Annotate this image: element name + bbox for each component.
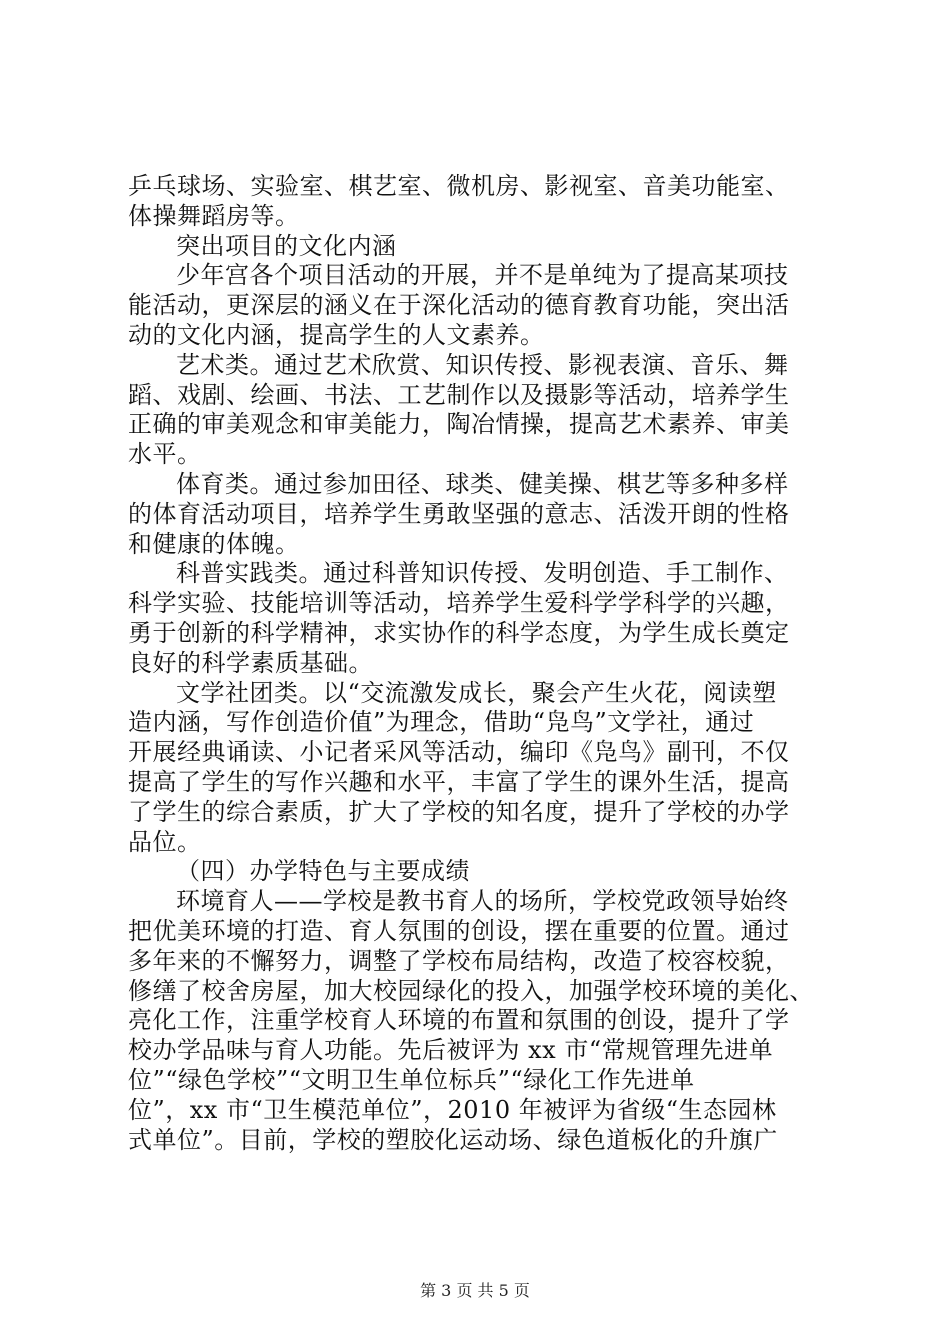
text-line: 的体育活动项目，培养学生勇敢坚强的意志、活泼开朗的性格 [128,499,790,528]
text-line: 乒乓球场、实验室、棋艺室、微机房、影视室、音美功能室、 [128,172,790,200]
text-line: 能活动，更深层的涵义在于深化活动的德育教育功能，突出活 [128,291,790,320]
document-body [128,172,840,1155]
text-line: 位”“绿色学校”“文明卫生单位标兵”“绿化工作先进单 [128,1065,695,1094]
text-line: 水平。 [128,440,202,469]
text-line: 把优美环境的打造、育人氛围的创设，摆在重要的位置。通过 [128,916,790,945]
text-line: 蹈、戏剧、绘画、书法、工艺制作以及摄影等活动，培养学生 [128,380,790,409]
text-line: 校办学品味与育人功能。先后被评为 xx 市“常规管理先进单 [128,1036,774,1065]
page-footer: 第 3 页 共 5 页 [420,1281,530,1300]
text-line: 和健康的体魄。 [128,529,300,558]
text-line: 科学实验、技能培训等活动，培养学生爱科学学科学的兴趣， [128,589,790,618]
text-line: 环境育人——学校是教书育人的场所，学校党政领导始终 [176,887,789,916]
text-line: 体育类。通过参加田径、球类、健美操、棋艺等多种多样 [176,469,789,498]
text-line: 勇于创新的科学精神，求实协作的科学态度，为学生成长奠定 [128,618,790,647]
text-line: 式单位”。目前，学校的塑胶化运动场、绿色道板化的升旗广 [128,1125,778,1154]
text-line: 艺术类。通过艺术欣赏、知识传授、影视表演、音乐、舞 [176,350,789,379]
text-line: 文学社团类。以“交流激发成长，聚会产生火花，阅读塑 [176,678,777,707]
text-line: 正确的审美观念和审美能力，陶冶情操，提高艺术素养、审美 [128,410,790,439]
text-line: （四）办学特色与主要成绩 [176,857,470,886]
text-line: 了学生的综合素质，扩大了学校的知名度，提升了学校的办学 [128,797,790,826]
text-line: 造内涵，写作创造价值”为理念，借助“凫鸟”文学社，通过 [128,708,755,737]
text-line: 开展经典诵读、小记者采风等活动，编印《凫鸟》副刊，不仅 [128,738,790,767]
text-line: 修缮了校舍房屋，加大校园绿化的投入，加强学校环境的美化、 [128,976,814,1005]
text-line: 位”，xx 市“卫生模范单位”，2010 年被评为省级“生态园林 [128,1095,777,1124]
text-line: 品位。 [128,827,202,856]
text-line: 多年来的不懈努力，调整了学校布局结构，改造了校容校貌， [128,946,790,975]
text-line: 体操舞蹈房等。 [128,201,300,230]
text-line: 良好的科学素质基础。 [128,648,373,677]
text-line: 少年宫各个项目活动的开展，并不是单纯为了提高某项技 [176,261,789,290]
text-line: 亮化工作，注重学校育人环境的布置和氛围的创设，提升了学 [128,1006,790,1035]
text-line: 动的文化内涵，提高学生的人文素养。 [128,320,545,349]
text-line: 提高了学生的写作兴趣和水平，丰富了学生的课外生活，提高 [128,767,790,796]
text-line: 突出项目的文化内涵 [176,231,397,260]
text-line: 科普实践类。通过科普知识传授、发明创造、手工制作、 [176,559,789,588]
